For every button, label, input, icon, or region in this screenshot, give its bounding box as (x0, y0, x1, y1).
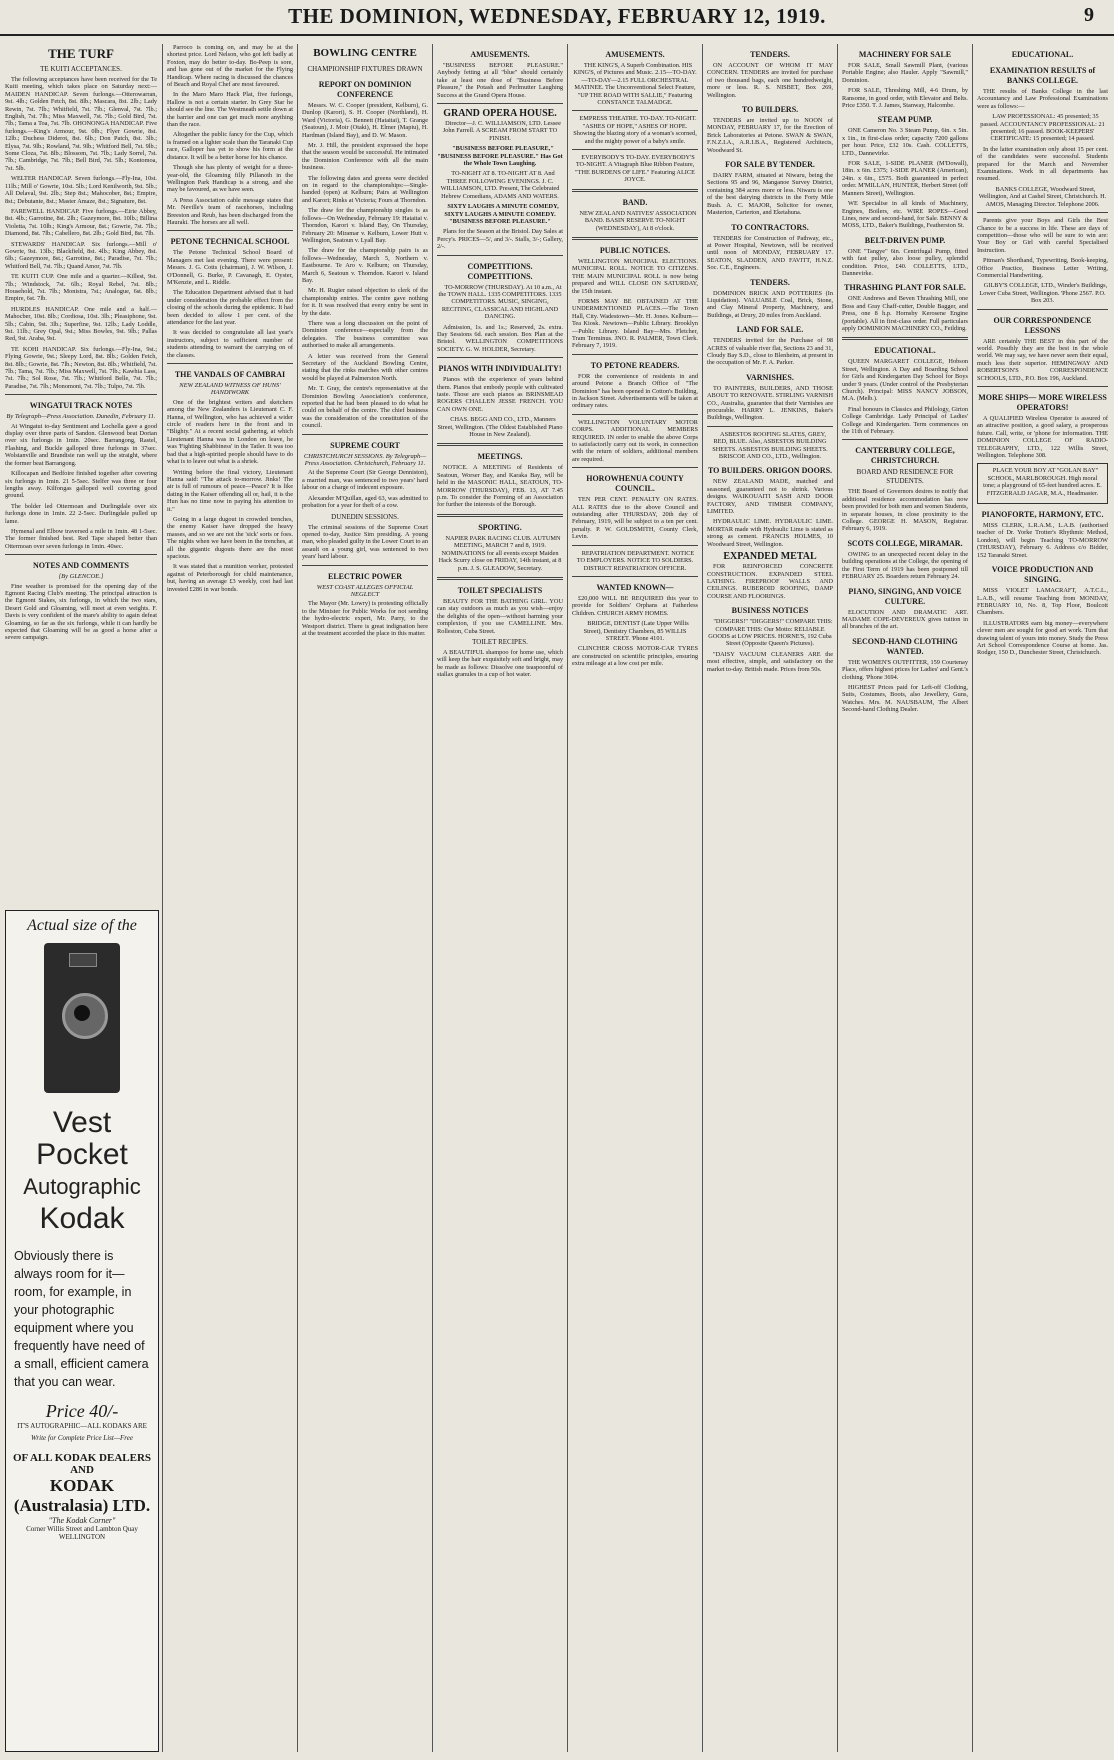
notice-text: ONE Cameron No. 3 Steam Pump, 6in. x 5in. x 1in., in first-class order; capacity 7200 gallons per hour. Price, £32 10s. Cash. COLLETTS, LTD., Dannevirke. (842, 127, 968, 157)
sale-tender-heading: FOR SALE BY TENDER. (725, 160, 815, 170)
product-line: Autographic (23, 1174, 141, 1199)
builders-heading: TO BUILDERS. (741, 105, 799, 115)
kodak-body-text: Obviously there is always room for it—room, for example, in your photographic equipment where you frequently have need of a small, efficient camera that you can wear. (14, 1249, 149, 1389)
divider (707, 426, 833, 427)
wireless-heading: MORE SHIPS— MORE WIRELESS OPERATORS! (978, 393, 1107, 412)
masthead-title: THE DOMINION, WEDNESDAY, FEBRUARY 12, 1919. (288, 4, 826, 28)
divider (572, 467, 698, 468)
notice-text: THE WOMEN'S OUTFITTER, 159 Courtenay Place, offers highest prices for Ladies' and Gent.'s clothing. 'Phone 3694. (842, 658, 968, 681)
notice-text: ARE certainly THE BEST in this part of the world. Possibly they are the best in the whole world. We may say, we have never seen their equal, much less their superior. HEMINGWAY AND ROBERTSON'S CORRESPONDENCE SCHOOLS, LTD., P.O. Box 196, Auckland. (977, 337, 1108, 382)
divider (572, 545, 698, 546)
kodak-price: Price 40/- (45, 1401, 119, 1421)
scots-college-heading: SCOTS COLLEGE, MIRAMAR. (847, 538, 963, 548)
notice-text: BRIDGE, DENTIST (Late Upper Willis Street), Dentistry Chambers, 85 WILLIS STREET. 'Phone 4101. (583, 620, 689, 642)
article-paragraph: The Mayor (Mr. Lowry) is protesting officially to the Minister for Public Works for not sending the hydro-electric expert, Mr. Parry, to the Westport district. There is great indignation here at the treatment accorded the place in this matter. (302, 600, 428, 637)
divider (5, 394, 157, 395)
notice-text: FOR SALE, Small Sawmill Plant, (various Portable Engine; also Hauler. Apply "Sawmill," Dominion. (842, 62, 968, 84)
electric-subheading: WEST COAST ALLEGES OFFICIAL NEGLECT (316, 583, 414, 598)
article-paragraph: Going in a large dugout in crowded trenches, the enemy Kaiser have dropped the heavy masses, and so we are not the 'sick' sorts or foes. The nights when we have been in the trenches, at all the gigantic dugouts there are the most spacious. (167, 515, 293, 560)
notice-text: DAIRY FARM, situated at Niwaru, being the Sections 95 and 96, Manganoe Survey District, containing 384 acres more or less. Niwaru is one of the best dairying districts in the Forty Mile Bush. A. C. MAJOR, Solicitor for owner, Masterton, Carterton, and Eketahuna. (707, 172, 833, 217)
column-eight (977, 44, 1108, 1752)
notice-text: GILBY'S COLLEGE, LTD., Winder's Buildings, Lower Cuba Street, Wellington. 'Phone 2567. P.O. Box 203. (979, 282, 1108, 305)
article-paragraph: Mr. T. Gray, the centre's representative at the Dominion Bowling Association's conference, reported that he had been pleased to do what he could on behalf of the centre. The chief business was the consideration of the constitution of the council. (302, 385, 428, 430)
article-paragraph: Altogether the public fancy for the Cup, which is framed on a lighter scale than the Taranaki Cup race, Galloper has yet to show his form at the distance. It will be a better horse for his chance. (167, 131, 293, 161)
divider (572, 237, 698, 240)
article-paragraph: Hymenal and Elbow traversed a mile in 1min. 48 1-5sec. The former finished best. Red Tape shaped better than Ottermoan over seven furlongs in 1min. 40sec. (5, 527, 157, 550)
notice-text: TENDERS for Construction of Pathway, etc., at Power Hospital, Newtown, will be received until noon of MONDAY, FEBRUARY 17. SEATON, SLADDEN, AND FAVITT, H.N.Z. Soc. C.E., Engineers. (707, 234, 833, 272)
petone-heading: PETONE TECHNICAL SCHOOL (170, 237, 290, 247)
column-rule (702, 44, 703, 1752)
article-paragraph: Writing before the final victory, Lieutenant Hanna said: "The attack to-morrow. Jinks! The air is full of rumours of peace—Peace? It is like dating in the Kaiser offending all or, hail, it is the Hun has no time now in paying his attention to it." (167, 468, 293, 513)
divider (437, 577, 563, 580)
article-paragraph: Killocapan and Bedfoire finished together after covering six furlongs in 1min. 21 5-5sec. Stelfer was three or four lengths away. Kilfongas galloped well covering good ground. (5, 470, 157, 500)
notice-text: TEN PER CENT. PENALTY ON RATES. ALL RATES due to the above Council and outstanding after THURSDAY, 20th day of February, 1919, will be subject to a ten per cent. penalty. P. W. GOLDSMITH, County Clerk, Levin. (572, 496, 698, 541)
notes-heading: NOTES AND COMMENTS (32, 561, 129, 571)
column-rule (567, 44, 568, 1752)
divider (572, 189, 698, 192)
notice-text: WELLINGTON VOLUNTARY MOTOR CORPS. ADDITIONAL MEMBERS REQUIRED. IN order to enable the above Corps to satisfactorily carry out its work, in connection with the return of soldiers, additional members are required. (572, 418, 698, 463)
notice-text: FOR the convenience of residents in and around Petone a Branch Office of "The Dominion" has been opened in Cotton's Building, in Jackson Street. Advertisements will be taken at ordinary rates. (572, 372, 698, 410)
notice-text: OWING to an unexpected recent delay in the building operations at the College, the opening of the First Term of 1919 has been postponed till FEBRUARY 25. Boarders return February 24. (842, 550, 968, 581)
notice-text: TO PAINTERS, BUILDERS, AND THOSE ABOUT TO RENOVATE. STIRLING VARNISH CO., Australia, guarantee that their Varnishes are procurable. HARRY L. JENKINS, Baker's Buildings, Wellington. (707, 384, 833, 422)
amusements-heading: AMUSEMENTS. (470, 50, 530, 59)
ad-text: NEW ZEALAND NATIVES' ASSOCIATION BAND. BASIN RESERVE TO-NIGHT (WEDNESDAY), At 8 o'clock. (579, 209, 697, 232)
notes-byline: [By GLENCOE.] (58, 573, 104, 581)
article-paragraph: FAREWELL HANDICAP. Five furlongs.—Eirie Abbey, 8st. 4lb.; Garrotine, 8st. 2lb.; Gazeymore, 8st. 10lb.; Billina Violetta, 7st. 10lb.; King's Armour, 8st.; Gowrie, 7st. 7lb.; Diamond, 8st. 7lb.; Cabellero, 8st. 2lb.; Gold Bird, 8st. 7lb. (5, 207, 157, 238)
article-paragraph: STEWARDS' HANDICAP. Six furlongs.—Mill o' Gowrie, 9st. 13lb.; Blackfield, 8st. 4lb.; King Abbey, 8st. 6lb.; Gazeymore, 8st.; Garrotine, 8st.; Paradise, 7st. 7lb.; Whitford Bell, 7st. 7lb.; Quand Amor, 7st. 7lb. (5, 240, 157, 270)
divider (572, 414, 698, 415)
ad-text: TO-NIGHT AT 8. TO-NIGHT AT 8. And THREE FOLLOWING EVENINGS. J. C. WILLIAMSON, LTD. Present, The Celebrated Hebrew Comedians, ADAMS AND WATERS. (440, 170, 560, 200)
doors-heading: TO BUILDERS. ORIGON DOORS. (707, 466, 833, 476)
vandals-heading: THE VANDALS OF CAMBRAI (174, 370, 286, 380)
steam-pump-heading: STEAM PUMP. (877, 115, 933, 125)
article-paragraph: There was a long discussion on the point of Dominion conference—especially from the delegates. The business committee was authorised to make all arrangements. (302, 319, 428, 350)
kodak-caption: Actual size of the (27, 917, 137, 934)
divider (302, 434, 428, 435)
notice-text: BANKS COLLEGE, Woodward Street, Wellington, And at Cashel Street, Christchurch. H. AMOS, Managing Director. Telephone 2006. (978, 185, 1107, 208)
article-paragraph: Mr. J. Hill, the president expressed the hope that the season would be successful. He intimated the Dominion Conference with all the main business. (302, 142, 428, 172)
notice-text: REPATRIATION DEPARTMENT. NOTICE TO EMPLOYERS. NOTICE TO SOLDIERS. DISTRICT REPATRIATION OFFICER. (576, 549, 695, 572)
notice-text: FOR SALE, Threshing Mill, 4-6 Drum, by Ransome, in good order, with Elevator and Belts. Price £350. T. J. James, Stanway, Halcombe. (842, 87, 968, 110)
ad-text: Plans for the Season at the Bristol. Day Sales at Percy's. PRICES—5/, and 3/-. Stalls, 3/-; Gallery, 2/-. (437, 228, 563, 251)
petone-readers-heading: TO PETONE READERS. (590, 360, 680, 370)
article-paragraph: At the Supreme Court (Sir George Denniston), a married man, was sentenced to two years' hard labour on a charge of indecent exposure. (302, 469, 428, 492)
notice-text: WELLINGTON MUNICIPAL ELECTIONS. MUNICIPAL ROLL. NOTICE TO CITIZENS. THE MAIN MUNICIPAL ROLL is now being prepared and WILL CLOSE ON SATURDAY, the 15th instant. (572, 257, 698, 295)
kodak-address: Corner Willis Street and Lambton Quay WELLINGTON (26, 1525, 138, 1541)
notice-text: Final honours in Classics and Philology, Girton College Cambridge. Lady Principal of Ladies' College and Kindergarten. Term commences on the 11th of February. (842, 405, 968, 436)
notice-text: THE results of Banks College in the last Accountancy and Law Professional Examinations were as follows:— (977, 88, 1108, 110)
divider (842, 439, 968, 440)
divider (977, 309, 1108, 310)
notice-text: PLACE YOUR BOY AT "GOLAN BAY" SCHOOL, MARLBOROUGH. High moral tone; a playground of 65-feet hundred acres. E. FITZGERALD JAGAR, M.A., Headmaster. (983, 467, 1102, 497)
toilet-heading: TOILET SPECIALISTS (457, 585, 543, 595)
divider (977, 212, 1108, 213)
column-four (437, 44, 563, 1752)
wanted-heading: WANTED KNOWN— (596, 582, 674, 592)
notice-text: ON ACCOUNT OF WHOM IT MAY CONCERN. TENDERS are invited for purchase of two thousand bags, each one hundredweight, more or less. R. S. NISBET, Box 269, Wellington. (707, 62, 833, 99)
notice-text: MISS CLERK, L.R.A.M., L.A.B. (authorised teacher of Dr. Yorke Trotter's Rhythmic Method, London), will begin Teaching TO-MORROW (THURSDAY), February 6. Address c/o Bidder, 152 Taranaki Street. (977, 522, 1108, 559)
divider (302, 565, 428, 566)
article-paragraph: The Petone Technical School Board of Managers met last evening. There were present: Messrs. J. G. Cotts (chairman), J. W. Wilson, J. O'Donnell, G. Burke, P. Cavanagh, E. Oyster, M'Kenzie, and L. Riddle. (167, 249, 293, 286)
column-rule (297, 44, 298, 1752)
article-paragraph: Mr. H. Rugier raised objection to clerk of the championship entries. The centre gave nothing for it. It was resolved that every entry be sent in by the date. (302, 287, 428, 317)
tenders-heading: TENDERS. (750, 50, 790, 59)
divider (437, 357, 563, 358)
ad-text: THE KING'S, A Superb Combination. HIS KING'S, of Pictures and Music. 2.15—TO-DAY.—TO-DAY—2.15 FULL ORCHESTRAL MATINEE. The Unconventional Select Feature, "UP THE ROAD WITH SALLIE," Featuring CONSTANCE TALMADGE. (573, 62, 697, 107)
notice-text: ASBESTOS ROOFING SLATES, GREY, RED, BLUE. Also, ASBESTOS BUILDING SHEETS. ASBESTOS BUILDING SHEETS. BRISCOE AND CO., LTD., Wellington. (712, 430, 828, 461)
tenders-heading-2: TENDERS. (750, 277, 790, 287)
kodak-note: IT'S AUTOGRAPHIC—ALL KODAKS ARE (17, 1422, 147, 1430)
court-dateline: CHRISTCHURCH SESSIONS. By Telegraph—Press Association. Christchurch, February 11. (303, 452, 427, 468)
divider (572, 354, 698, 355)
notice-text: ONE "Tangye" 6in. Centrifugal Pump, fitted with fast pulley, also loose pulley, splendid condition. Price, £40. COLLETTS, LTD., Dannevirke. (842, 247, 968, 277)
notice-text: Pitman's Shorthand, Typewriting, Book-keeping, Office Practice, Business Letter Writing, Commercial Handwriting. (977, 257, 1108, 279)
divider (167, 230, 293, 231)
article-paragraph: Fine weather is promised for the opening day of the Egmont Racing Club's meeting. The principal attraction is the Egmont Stakes, six furlongs, in which the two stars, Desert Gold and Gloaming, will meet at even weights. F. Davis is very confident of the mare's ability to again defeat Gloaming, so far as the six furlongs, while it can hardly be expected that Gloaming will be as good a horse after a severe campaign. (5, 582, 157, 642)
golan-bay-ad (977, 463, 1108, 504)
article-paragraph: It was decided to congratulate all last year's instructors, subject to sufficient number of students attending to warrant the carrying on of the classes. (167, 329, 293, 359)
article-paragraph: The bolder led Ottermoan and Durlingdale over six furlongs done in 1min. 22 2-5sec. Durlingdale pulled up lame. (5, 502, 157, 525)
article-paragraph: The draw for the championship pairs is as follows—Wednesday, March 5, Northern v. Eastbourne. Te Aro v. Kelburn; on Thursday, March 6, Seatoun v. Thorndon. Karori v. Island Bay. (302, 247, 428, 284)
public-notices-heading: PUBLIC NOTICES. (599, 245, 671, 255)
band-heading: BAND. (622, 197, 648, 207)
competitions-heading: COMPETITIONS. COMPETITIONS. (467, 261, 533, 281)
notice-text: THE Board of Governors desires to notify that additional residence accommodation has now been provided for both men and women Students, in separate houses, in close proximity to the College. GEORGE H. MASON, Registrar. February 6, 1919. (842, 488, 968, 533)
ad-text: A BEAUTIFUL shampoo for home use, which will keep the hair exquisitely soft and bright, may be made as follows: Dissolve one teaspoonful of stallax granules in a cup of hot water. (437, 648, 563, 679)
lens-center-icon (74, 1005, 90, 1021)
divider (437, 255, 563, 256)
divider (572, 110, 698, 111)
ad-text: Admission, 1s. and 1s.; Reserved, 2s. extra. Day Sessions 6d. each session. Box Plan at the Bristol. WELLINGTON COMPETITIONS SOCIETY. G. W. HOLDER, Secretary. (437, 323, 563, 353)
article-paragraph: WELTER HANDICAP. Seven furlongs.—Fly-Ina, 10st. 11lb.; Mill o' Gowrie, 10st. 5lb.; Lord Kenilworth, 9st. 5lb.; All Delaval, 9st. 2lb.; Step 8st.; Mahocober, 8st.; Empire, 8st.; Debutante, 8st.; Master Amaze, 8st.; Signature, 8st. (5, 175, 157, 205)
notice-text: £20,000 WILL BE REQUIRED this year to provide for Soldiers' Orphans at Fatherless Children. CHURCH ARMY HOMES. (572, 594, 698, 617)
ad-text: EVERYBODY'S TO-DAY. EVERYBODY'S TO-NIGHT. A Vitagraph Blue Ribbon Feature, "THE BURDENS OF LIFE." Featuring ALICE JOYCE. (575, 154, 695, 184)
notice-text: LAW PROFESSIONAL: 45 presented; 35 passed. ACCOUNTANCY PROFESSIONAL: 21 presented; 16 passed. BOOK-KEEPERS' CERTIFICATE: 15 presented; 14 passed. (980, 113, 1105, 143)
column-rule (837, 44, 838, 1752)
masthead (0, 0, 1114, 36)
article-paragraph: The draw for the championship singles is as follows—On Wednesday, February 19: Hataitai v. Thorndon, Karori v. Island Bay, On Thursday, February 20: Miramar v. Kelburn, Lower Hutt v. Wellington, Seatoun v. Lyall Bay. (302, 207, 428, 244)
turf-heading: THE TURF (48, 46, 114, 61)
article-paragraph: Alexander M'Quillan, aged 63, was admitted to probation for a year for theft of a cow. (302, 494, 428, 510)
ad-text: BEAUTY FOR THE BATHING GIRL. YOU can stay outdoors as much as you wish—enjoy the delights of the open—without harming your complexion, if you use CAMELLINE. Mrs. Rolleston, Cuba Street. (437, 597, 563, 635)
notice-text: WE Specialise in all kinds of Machinery, Engines, Boilers, etc. WIRE ROPES—Good Lines, new and second-hand, for Sale. BENNY & MOSS, LTD., Baker's Buildings, Featherston St. (842, 200, 968, 230)
article-paragraph: A letter was received from the General Secretary of the Auckland Bowling Centre, stating that the rinks matches with other centres would be played at Palmerston North. (302, 352, 428, 382)
article-paragraph: It was stated that a munition worker, protested against of Peterborough for child maintenance, but, having an average £3 weekly, cost had last invested £286 in war bonds. (167, 563, 293, 593)
notice-text: HYDRAULIC LIME. HYDRAULIC LIME. MORTAR made with Hydraulic Lime is stated as strong as cement. FRANCIS HOLMES, 10 Woodward Street, Wellington. (707, 518, 833, 548)
kodak-company: KODAK (Australasia) LTD. (13, 1476, 151, 1515)
voice-heading: VOICE PRODUCTION AND SINGING. (991, 565, 1094, 585)
recipes-heading: TOILET RECIPES. (472, 637, 528, 646)
camera-illustration (44, 943, 120, 1093)
pianos-heading: PIANOS WITH INDIVIDUALITY! (438, 364, 562, 374)
ad-text: "BUSINESS BEFORE PLEASURE." Anybody fetting at all "blue" should certainly take at least one dose of "Business Before Pleasure," the Potash and Perlmutter Laughing Success at the Grand Opera House. (437, 62, 563, 99)
notice-text: NEW ZEALAND MADE, matched and seasoned, guaranteed not to shrink. Various designs. WAIKOUAITI SASH AND DOOR FACTORY, AND TIMBER COMPANY, LIMITED. (707, 478, 833, 516)
notice-text: CLINCHER CROSS MOTOR-CAR TYRES are constructed on scientific principles, ensuring extra mileage at a low cost per mile. (572, 645, 698, 668)
belt-pump-heading: BELT-DRIVEN PUMP. (864, 235, 946, 245)
article-paragraph: In the Maro Maro Hack Plat, five furlongs, Hallow is not a certain starter. In Grey Star he should see the line. The Westmeath settle down at the barrier and one can get much more anything than the race. (167, 91, 293, 129)
article-paragraph: The criminal sessions of the Supreme Court opened to-day, Justice Sim presiding. A young man, who pleaded guilty in the Lower Court to an assault on a young girl, was sentenced to two years' hard labour. (302, 523, 428, 561)
dunedin-heading: DUNEDIN SESSIONS. (331, 512, 399, 521)
article-paragraph: TE KUITI CUP. One mile and a quarter.—Killest, 9st. 7lb.; Windstock, 7st. 6lb.; Royal Rebel, 7st. 8lb.; Household, 7st. 7lb.; Monistra, 7st.; Analogue, 6st. 8lb.; Empire, 6st. 7lb. (5, 273, 157, 303)
wingatui-dateline: By Telegraph—Press Association. Dunedin, February 11. (6, 413, 156, 421)
contractors-heading: TO CONTRACTORS. (731, 222, 809, 232)
column-five (572, 44, 698, 1752)
turf-subheading: TE KUITI ACCEPTANCES. (40, 65, 122, 73)
notice-text: FOR SALE, 1-SIDE PLANER (M'Dowall), 18in. x 6in. £375; 1-SIDE PLANER (American), 24in. x 6in., £575. Both guaranteed in perfect order. M'MILLAN, HUNTER, Herbert Street (off Manners Street), Wellington. (842, 160, 968, 197)
divider (842, 337, 968, 340)
divider (5, 554, 157, 555)
divider (437, 514, 563, 517)
ad-text: "BUSINESS BEFORE PLEASURE," "BUSINESS BEFORE PLEASURE." Has Got the Whole Town Laughing. (437, 145, 563, 168)
page-number: 9 (1084, 4, 1094, 26)
column-six (707, 44, 833, 1752)
product-line: Pocket (36, 1138, 128, 1171)
notice-text: ELOCUTION AND DRAMATIC ART. MADAME COPE-DEVEREUX gives tuition in all branches of the art. (842, 608, 968, 631)
court-heading: SUPREME COURT (330, 440, 400, 450)
electric-heading: ELECTRIC POWER (327, 571, 402, 581)
column-turf (5, 44, 157, 900)
varnishes-heading: VARNISHES. (746, 372, 794, 382)
ad-text: SIXTY LAUGHS A MINUTE COMEDY, SIXTY LAUGHS A MINUTE COMEDY. "BUSINESS BEFORE PLEASURE." (444, 203, 559, 225)
kodak-dealers: OF ALL KODAK DEALERS AND (12, 1452, 152, 1476)
column-two (167, 44, 293, 1752)
horowhenua-heading: HOROWHENUA COUNTY COUNCIL. (586, 474, 684, 494)
business-notices-heading: BUSINESS NOTICES (731, 606, 809, 616)
notice-text: FOR REINFORCED CONCRETE CONSTRUCTION. EXPANDED STEEL LATHING. FIREPROOF WALLS AND CEILINGS. RUBEROID ROOFING, DAMP COURSE AND FLOORINGS. (707, 563, 833, 600)
kodak-advertisement (5, 910, 159, 1752)
vandals-subheading: NEW ZEALAND WITNESS OF HUNS' HANDIWORK (179, 382, 281, 397)
column-three (302, 44, 428, 1752)
notice-text: "DIGGERS!" "DIGGERS!" COMPARE THIS: COMPARE THIS: Our Motto: RELIABLE GOODS at LOW PRICES. HORNE'S, 192 Cuba Street (Opposite Queen's Pictures). (708, 618, 833, 648)
product-line: Kodak (39, 1202, 125, 1235)
divider (437, 443, 563, 446)
expanded-metal-heading: EXPANDED METAL (723, 551, 817, 563)
notice-text: TENDERS are invited up to NOON of MONDAY, FEBRUARY 17, for the Erection of Brick Laboratories at Petone. SWAN & SWAN, F.N.Z.I.A., A.R.I.B.A., Registered Architects, Woodward St. (707, 117, 833, 154)
ad-text: NOTICE. A MEETING of Residents of Seatoun, Worser Bay, and Karaka Bay, will be held in the MASONIC HALL, SEATOUN, TO-MORROW (THURSDAY), FEB. 13, AT 7.45 p.m. To consider the Forming of an Association for further the interests of the Borough. (437, 464, 563, 509)
notice-text: TENDERS invited for the Purchase of 98 ACRES of valuable river flat, Sections 23 and 31, Cloudy Bay S.D., close to Blenheim, at present in the occupation of Mr. F. A. Parker. (707, 337, 833, 367)
product-line: Vest (52, 1106, 112, 1139)
article-paragraph: At Wingatui to-day Sentiment and Lochella gave a good display over three parts of Sandon. Glenwood beat Dorian over six furlongs in 1min. 20sec. Barrangong, Rastel, Flashing, and Buckle galloped three furlongs in 37sec. Wolstanville and Brandisie ran well up the straight, where the former beat Barrangong. (5, 422, 157, 467)
amusements-heading: AMUSEMENTS. (605, 50, 665, 59)
wingatui-heading: WINGATUI TRACK NOTES (29, 401, 133, 411)
notice-text: "DAISY VACUUM CLEANERS ARE the most effective, simple, and satisfactory on the market to-day. British made. Prices from 50s. (707, 650, 833, 673)
notice-text: FORMS MAY BE OBTAINED AT THE UNDERMENTIONED PLACES.—The Town Hall, City. Wadestown—Mr. H. Jones. Kelburn—Tea Kiosk. Newtown—Public Library. Brooklyn—Public Library. Island Bay—Mrs. Fletcher, Tram Terminus. JNO. R. PALMER, Town Clerk. February 7, 1919. (572, 297, 698, 350)
kodak-product-name (6, 1107, 158, 1235)
pianoforte-heading: PIANOFORTE, HARMONY, ETC. (981, 510, 1104, 520)
column-rule (972, 44, 973, 1752)
notice-text: Parents give your Boys and Girls the Best Chance to be a success in life. These are days of competition—those who will be sure to win are: Your Boy or Girl with careful Specialised Instruction. (977, 217, 1108, 254)
column-rule (432, 44, 433, 1752)
divider (437, 103, 563, 104)
article-paragraph: The following acceptances have been received for the Te Kuiti meeting, which takes place on Saturday next:—MAIDEN HANDICAP. Seven furlongs.—Otterowarran, 9st. 4lb.; Golden Fetch, 8st. 8lb.; Mascara, 8st. 2lb.; Lady Rewin, 7st. 7lb.; Whitfield, 7st. 7lb.; Glenval, 7st. 7lb.; English, 7st. 7lb.; Miss Maxwell, 7st. 7lb.; Gold Bird, 7st. 7lb.; Tama a Toa, 7st. 7lb. OHONONGA HANDICAP. Five furlongs.—King's Armour, 9st. 0lb.; Flyer Gowrie, 8st. 12lb.; Duchess Diderot, 8st. 6lb.; Don Patch, 8st. 3lb.; Elysa, 7st. 9lb.; Rowland, 7st. 9lb.; Whitford Bell, 7st. 9lb.; Some Cloza, 7st. 8lb.; Blossom, 7st. 7lb.; Lady Sorrel, 7st. 7lb.; Cambridge, 7st. 7lb.; Bell Bird, 7st. 5lb.; Kontomoa, 7st. 5lb. (5, 76, 157, 172)
divider (977, 386, 1108, 387)
article-paragraph: One of the brightest writers and sketchers among the New Zealanders is Lieutenant C. F. Hanna, of Wellington, who has achieved a wider circle of readers here in the front and in "Blighty." At a recent social gathering, at which Lieutenant Hanna was in London on leave, he was 'Fighting Shabbiness' in the Tatler. It was too bad that a high-spirited people should have to do what is to leave out what is a shriek. (167, 398, 293, 466)
notice-text: DOMINION BRICK AND POTTERIES (In Liquidation). VALUABLE Coal, Brick, Stone, and Clay Mineral Property, Machinery, and Buildings, at Drury, 20 miles from Auckland. (707, 289, 833, 319)
machinery-heading: MACHINERY FOR SALE (858, 50, 952, 59)
banks-results-heading: EXAMINATION RESULTS of BANKS COLLEGE. (989, 66, 1096, 85)
bowling-heading: BOWLING CENTRE (313, 47, 417, 59)
article-paragraph: The Education Department advised that it had under consideration the probable effect from the closing of the schools during the epidemic. It had been decided to allow 1 per cent. of the attendance for the last year. (167, 289, 293, 326)
meetings-heading: MEETINGS. (477, 452, 523, 462)
ad-text: EMPRESS THEATRE. TO-DAY. TO-NIGHT. "ASHES OF HOPE," ASHES OF HOPE. Showing the blazing story of a woman's scorned, and the mighty power of a baby's smile. (573, 115, 697, 145)
divider (167, 363, 293, 364)
report-heading: REPORT ON DOMINION CONFERENCE (318, 80, 412, 99)
canterbury-heading: CANTERBURY COLLEGE, CHRISTCHURCH. (855, 446, 955, 466)
clothing-heading: SECOND-HAND CLOTHING WANTED. (852, 636, 958, 656)
ad-text: NAPIER PARK RACING CLUB. AUTUMN MEETING, MARCH 7 and 8, 1919. NOMINATIONS for all events except Maiden Hack Scurry close on FRIDAY, 14th instant, at 8 p.m. J. S. GLEADOW, Secretary. (438, 534, 562, 572)
educational-heading: EDUCATIONAL. (1011, 50, 1074, 59)
column-seven (842, 44, 968, 1752)
correspondence-heading: OUR CORRESPONDENCE LESSONS (993, 315, 1092, 335)
notice-text: ILLUSTRATORS earn big money—everywhere clever men are sought for good art work. Turn that drawing talent of yours into money. Study the Press Art School Correspondence Course at home. Jas. Rodger, 150 D., Dunchester Street, Christchurch. (977, 619, 1108, 657)
notice-text: A QUALIFIED Wireless Operator is assured of an attractive position, a good salary, a prosperous future. Call, write, or 'phone for information. THE DOMINION COLLEGE OF RADIO-TELEGRAPHY, LTD., 122 Willis Street, Wellington. Telephone 308. (977, 415, 1108, 460)
notice-text: MISS VIOLET LAMACRAFT, A.T.C.L., L.A.B., will resume Teaching from MONDAY, FEBRUARY 10, No. 8, Top Floor, Boulcott Chambers. (977, 587, 1108, 617)
notice-text: In the latter examination only about 15 per cent. of the candidates were successful. Students prepared for the March and November Examinations. Work in all departments has resumed. (977, 145, 1108, 183)
kodak-price-list: Write for Complete Price List—Free (30, 1434, 133, 1442)
divider (572, 576, 698, 577)
thrashing-heading: THRASHING PLANT FOR SALE. (844, 283, 966, 293)
article-paragraph: Messrs. W. C. Cooper (president, Kelburn), G. Dunlop (Karori), S. H. Cooper (Northland), H. Ward (Victoria), G. Bennett (Hataitai), T. Grange (Seatoun), J. Moir (Otaki), H. Elmer (Mapiu), H. Hardman (Island Bay), and D. W. Mason. (302, 102, 428, 139)
notice-text: ONE Andrews and Beven Thrashing Mill, one Boss and Gray Chaff-cutter, Double Bagger, and Press, one 8 h.p. Hornsby Kerosene Engine (portable). All in first-class order. Full particulars apply DOMINION MACHINERY CO., Feilding. (842, 295, 968, 332)
educational-heading: EDUCATIONAL. (874, 346, 936, 356)
article-paragraph: The following dates and greens were decided on in regard to the championships:—Single-handed (open) at Kelburn; Pairs at Wellington and Karori; Rinks at Victoria; Fours at Thorndon. (302, 174, 428, 204)
ad-text: Pianos with the experience of years behind them. Pianos that embody people with cultivated taste. Those are such pianos as BRINSMEAD ROGERS CHALLEN JESSE FRENCH. YOU CAN OWN ONE. (437, 376, 563, 413)
notice-text: HIGHEST Prices paid for Left-off Clothing, Suits, Costumes, Boots, also Jewellery, Guns, Watches. Mrs. M. NAUSBAUM, The Albert Second-hand Clothing Dealer. (842, 683, 968, 714)
bowling-subheading: CHAMPIONSHIP FIXTURES DRAWN (307, 65, 423, 73)
ad-text: CHAS. BEGG AND CO., LTD., Manners Street, Wellington. (The Oldest Established Piano House in New Zealand). (437, 416, 563, 439)
piano-singing-heading: PIANO, SINGING, AND VOICE CULTURE. (848, 586, 962, 606)
article-paragraph: Though she has plenty of weight for a three-year-old, the Gloaming filly Pillanoth in the Wellington Park Handicap is a strong, and she may be favoured, as we have seen. (167, 164, 293, 194)
article-paragraph: HURDLES HANDICAP. One mile and a half.—Mahocber, 10st. 8lb.; Cordiosa, 10st. 3lb.; Pleasiphone, 9st. 5lb.; Cabin, 9st. 3lb.; Superfine, 9st. 12lb.; Lady Loddle, 9st. 11lb.; Grey Opal, 9st.; Miss Bowles, 9st. 9lb.; Pallas Red, 9st. Araba, 9st. (5, 305, 157, 343)
column-rule (162, 44, 163, 1752)
article-paragraph: Parroco is coming on, and may be at the shortest price. Lord Nelson, who got left badly at Foxton, may do better to-day. Bo-Peep is sore, and has gone out of the market for the Flying Handicap. Where racing is discussed the chances of Beach and Royal Chef are most favoured. (167, 44, 293, 89)
sporting-heading: SPORTING. (478, 522, 522, 532)
land-sale-heading: LAND FOR SALE. (736, 325, 804, 335)
board-residence-heading: BOARD AND RESIDENCE FOR STUDENTS. (856, 468, 954, 486)
ad-text: TO-MORROW (THURSDAY). At 10 a.m., At the TOWN HALL. 1335 COMPETITORS. 1335 COMPETITORS. MUSIC, SINGING, RECITING, CLASSICAL AND HIGHLAND DANCING. (438, 283, 562, 321)
notice-text: QUEEN MARGARET COLLEGE, Hobson Street, Wellington. A Day and Boarding School for Girls and Kindergarten Day School for Boys under 9 years. (Under control of the Presbyterian Church). Principal: MISS NANCY JOBSON, M.A. (Melb.). (842, 358, 968, 403)
divider (572, 149, 698, 150)
article-paragraph: A Press Association cable message states that Mr. Neville's team of racehorses, including Breeston and Reub, has been discharged from the Hauraki. The horses are all well. (167, 196, 293, 226)
kodak-corner-name: "The Kodak Corner" (48, 1516, 116, 1525)
viewfinder-icon (69, 953, 97, 967)
article-paragraph: TE KOHI HANDICAP. Six furlongs.—Fly-Ina, 9st.; Flying Gowrie, 9st.; Sleepy Lord, 8st. 8lb.; Golden Fetch, 8st. 8lb.; Gowrie, 8st. 7lb.; Newton, 8st. 8lb.; Whitfield, 7st. 7lb.; Tama, 7st. 7lb.; Miss Maxwell, 7st. 7lb.; Kawhia Lass, 7st. 7lb.; Sol Rose, 7st. 7lb.; Whitford Belle, 7st. 7lb.; Paradise, 7st. 7lb.; Monomoni, 7st. 7lb.; Tulpo, 7st. 7lb. (5, 345, 157, 390)
ad-text: Director—J. C. WILLIAMSON, LTD. Lessee John Farrell. A SCREAM FROM START TO FINISH. (442, 120, 561, 142)
opera-house-heading: GRAND OPERA HOUSE. (443, 108, 557, 120)
